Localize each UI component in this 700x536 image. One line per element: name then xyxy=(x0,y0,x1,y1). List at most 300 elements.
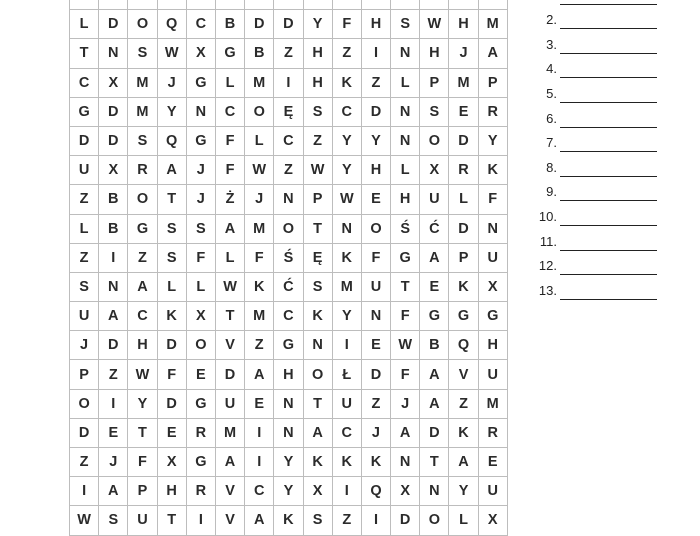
grid-cell: E xyxy=(187,360,216,389)
grid-cell: G xyxy=(70,98,99,127)
grid-cell: K xyxy=(304,448,333,477)
grid-cell: G xyxy=(187,390,216,419)
grid-cell: V xyxy=(216,477,245,506)
grid-cell: M xyxy=(245,215,274,244)
grid-cell: Z xyxy=(70,244,99,273)
grid-cell: O xyxy=(304,360,333,389)
grid-cell: Z xyxy=(245,331,274,360)
grid-cell: M xyxy=(128,98,157,127)
answer-row xyxy=(535,152,665,177)
grid-cell: W xyxy=(158,39,187,68)
grid-cell: Z xyxy=(128,244,157,273)
grid-cell: A xyxy=(449,448,478,477)
grid-cell: Z xyxy=(99,360,128,389)
grid-cell: P xyxy=(128,477,157,506)
grid-cell: H xyxy=(274,360,303,389)
grid-cell: K xyxy=(304,302,333,331)
grid-cell: D xyxy=(99,127,128,156)
grid-cell: N xyxy=(479,215,508,244)
grid-cell: S xyxy=(304,98,333,127)
answer-row xyxy=(535,177,665,202)
grid-cell: F xyxy=(391,360,420,389)
grid-cell: I xyxy=(362,39,391,68)
grid-cell: A xyxy=(479,39,508,68)
grid-cell: D xyxy=(362,98,391,127)
grid-cell: X xyxy=(187,302,216,331)
grid-cell: G xyxy=(128,215,157,244)
grid-cell: T xyxy=(304,215,333,244)
grid-cell: L xyxy=(449,506,478,535)
grid-cell: L xyxy=(70,215,99,244)
grid-cell: D xyxy=(158,331,187,360)
grid-cell: U xyxy=(333,390,362,419)
answer-blank-line[interactable] xyxy=(560,27,657,29)
grid-cell: I xyxy=(274,69,303,98)
grid-cell: X xyxy=(479,506,508,535)
grid-cell: W xyxy=(304,156,333,185)
grid-cell: R xyxy=(449,156,478,185)
answer-blank-line[interactable] xyxy=(560,224,657,226)
grid-cell: I xyxy=(362,506,391,535)
grid-cell: K xyxy=(274,506,303,535)
grid-cell: T xyxy=(128,419,157,448)
grid-cell: C xyxy=(245,477,274,506)
grid-cell: Y xyxy=(158,98,187,127)
grid-cell: S xyxy=(128,39,157,68)
answer-blank-line[interactable] xyxy=(560,199,657,201)
grid-cell: L xyxy=(187,273,216,302)
grid-cell: B xyxy=(420,331,449,360)
grid-cell: F xyxy=(333,10,362,39)
grid-cell: K xyxy=(449,419,478,448)
grid-cell: E xyxy=(99,419,128,448)
grid-cell: W xyxy=(420,10,449,39)
grid-cell: Y xyxy=(304,10,333,39)
grid-cell: D xyxy=(70,127,99,156)
grid-cell: H xyxy=(362,10,391,39)
grid-cell: K xyxy=(333,69,362,98)
grid-cell: D xyxy=(274,10,303,39)
answer-number: 9. xyxy=(546,184,557,200)
grid-cell: Q xyxy=(158,10,187,39)
answer-list xyxy=(535,0,665,300)
grid-cell: N xyxy=(391,39,420,68)
grid-cell: D xyxy=(70,419,99,448)
grid-cell: F xyxy=(128,448,157,477)
grid-cell xyxy=(128,0,157,10)
grid-cell: S xyxy=(158,244,187,273)
grid-cell: A xyxy=(128,273,157,302)
answer-number: 4. xyxy=(546,61,557,77)
grid-cell: S xyxy=(128,127,157,156)
grid-cell: I xyxy=(333,477,362,506)
grid-cell: D xyxy=(449,127,478,156)
grid-cell: S xyxy=(187,215,216,244)
grid-cell: U xyxy=(128,506,157,535)
grid-cell: L xyxy=(391,69,420,98)
grid-cell: S xyxy=(158,215,187,244)
grid-cell: M xyxy=(216,419,245,448)
grid-cell: E xyxy=(449,98,478,127)
grid-cell: M xyxy=(449,69,478,98)
grid-cell: M xyxy=(245,302,274,331)
grid-cell: G xyxy=(449,302,478,331)
grid-cell: G xyxy=(391,244,420,273)
grid-cell: J xyxy=(158,69,187,98)
grid-cell: O xyxy=(187,331,216,360)
grid-cell: N xyxy=(391,448,420,477)
grid-cell: U xyxy=(70,302,99,331)
grid-cell: L xyxy=(216,69,245,98)
grid-cell: F xyxy=(187,244,216,273)
grid-cell: U xyxy=(479,477,508,506)
grid-cell: J xyxy=(99,448,128,477)
grid-cell: L xyxy=(391,156,420,185)
grid-cell: W xyxy=(245,156,274,185)
grid-cell: F xyxy=(216,127,245,156)
grid-cell: D xyxy=(99,98,128,127)
grid-cell: J xyxy=(449,39,478,68)
answer-number: 2. xyxy=(546,12,557,28)
grid-cell: A xyxy=(420,360,449,389)
answer-number: 10. xyxy=(538,208,557,224)
grid-cell: D xyxy=(362,360,391,389)
grid-cell xyxy=(158,0,187,10)
answer-row xyxy=(535,226,665,251)
grid-cell: Y xyxy=(274,477,303,506)
grid-cell: H xyxy=(420,39,449,68)
grid-cell xyxy=(449,0,478,10)
grid-cell: Ś xyxy=(274,244,303,273)
answer-blank-line[interactable] xyxy=(560,126,657,128)
grid-cell: T xyxy=(158,506,187,535)
grid-cell: I xyxy=(70,477,99,506)
answer-number: 3. xyxy=(546,36,557,52)
grid-cell: K xyxy=(479,156,508,185)
grid-cell: J xyxy=(187,156,216,185)
grid-cell: E xyxy=(420,273,449,302)
grid-cell xyxy=(245,0,274,10)
grid-cell: N xyxy=(304,331,333,360)
grid-cell: B xyxy=(99,185,128,214)
grid-cell: F xyxy=(245,244,274,273)
grid-cell: M xyxy=(479,390,508,419)
grid-cell: O xyxy=(420,127,449,156)
grid-cell: C xyxy=(274,302,303,331)
grid-cell: L xyxy=(245,127,274,156)
grid-cell: B xyxy=(245,39,274,68)
answer-row xyxy=(535,251,665,276)
grid-cell: P xyxy=(304,185,333,214)
answer-row xyxy=(535,275,665,300)
grid-cell: F xyxy=(362,244,391,273)
grid-cell: N xyxy=(391,98,420,127)
grid-cell: O xyxy=(362,215,391,244)
grid-cell: B xyxy=(99,215,128,244)
grid-cell: E xyxy=(245,390,274,419)
answer-blank-line[interactable] xyxy=(560,76,657,78)
grid-cell: U xyxy=(216,390,245,419)
grid-cell: P xyxy=(449,244,478,273)
grid-cell: Z xyxy=(70,448,99,477)
grid-cell: K xyxy=(158,302,187,331)
grid-cell xyxy=(479,0,508,10)
grid-cell: G xyxy=(187,69,216,98)
grid-cell: S xyxy=(304,273,333,302)
grid-cell: Q xyxy=(158,127,187,156)
grid-cell: L xyxy=(70,10,99,39)
grid-cell: S xyxy=(99,506,128,535)
answer-blank-line[interactable] xyxy=(560,52,657,54)
grid-cell: T xyxy=(304,390,333,419)
grid-cell: S xyxy=(420,98,449,127)
grid-cell: D xyxy=(216,360,245,389)
grid-cell: O xyxy=(70,390,99,419)
grid-cell: A xyxy=(304,419,333,448)
grid-cell: M xyxy=(245,69,274,98)
grid-cell: E xyxy=(362,331,391,360)
grid-cell: U xyxy=(479,360,508,389)
grid-cell: I xyxy=(99,390,128,419)
grid-cell: S xyxy=(70,273,99,302)
grid-cell: R xyxy=(187,477,216,506)
grid-cell: A xyxy=(420,244,449,273)
grid-cell: V xyxy=(449,360,478,389)
grid-cell: G xyxy=(479,302,508,331)
grid-cell: Ę xyxy=(274,98,303,127)
grid-cell: H xyxy=(128,331,157,360)
grid-cell: W xyxy=(70,506,99,535)
grid-cell: C xyxy=(333,419,362,448)
grid-cell: N xyxy=(99,39,128,68)
answer-row xyxy=(535,29,665,54)
grid-cell: D xyxy=(99,331,128,360)
grid-cell: H xyxy=(449,10,478,39)
grid-cell: N xyxy=(420,477,449,506)
grid-cell: N xyxy=(274,419,303,448)
grid-cell: T xyxy=(216,302,245,331)
grid-cell: F xyxy=(216,156,245,185)
grid-cell: X xyxy=(479,273,508,302)
grid-cell xyxy=(304,0,333,10)
grid-cell: D xyxy=(420,419,449,448)
answer-number: 12. xyxy=(538,258,557,274)
answer-row xyxy=(535,103,665,128)
grid-cell: J xyxy=(70,331,99,360)
grid-cell: O xyxy=(128,10,157,39)
answer-number: 6. xyxy=(546,110,557,126)
grid-cell: W xyxy=(216,273,245,302)
grid-cell: E xyxy=(479,448,508,477)
grid-cell: N xyxy=(274,390,303,419)
grid-cell: Y xyxy=(128,390,157,419)
grid-cell: Z xyxy=(70,185,99,214)
grid-cell xyxy=(216,0,245,10)
grid-cell: Z xyxy=(362,69,391,98)
grid-cell: R xyxy=(479,98,508,127)
grid-cell: C xyxy=(128,302,157,331)
grid-cell: S xyxy=(391,10,420,39)
grid-cell: E xyxy=(158,419,187,448)
grid-cell: Q xyxy=(449,331,478,360)
grid-cell: D xyxy=(99,10,128,39)
grid-cell: P xyxy=(420,69,449,98)
answer-row xyxy=(535,5,665,30)
answer-blank-line[interactable] xyxy=(560,298,657,300)
grid-cell xyxy=(99,0,128,10)
grid-cell: A xyxy=(420,390,449,419)
grid-cell: T xyxy=(420,448,449,477)
grid-cell: T xyxy=(391,273,420,302)
grid-cell: Z xyxy=(304,127,333,156)
answer-row xyxy=(535,54,665,79)
grid-cell: Z xyxy=(274,156,303,185)
grid-cell: N xyxy=(274,185,303,214)
grid-cell: K xyxy=(333,448,362,477)
grid-cell: A xyxy=(158,156,187,185)
grid-cell: Z xyxy=(333,506,362,535)
grid-cell: E xyxy=(362,185,391,214)
grid-cell: Z xyxy=(362,390,391,419)
grid-cell: P xyxy=(479,69,508,98)
grid-cell: N xyxy=(333,215,362,244)
answer-blank-line[interactable] xyxy=(560,101,657,103)
grid-cell: J xyxy=(362,419,391,448)
answer-blank-line[interactable] xyxy=(560,249,657,251)
grid-cell: Ł xyxy=(333,360,362,389)
grid-cell: F xyxy=(158,360,187,389)
grid-cell: K xyxy=(333,244,362,273)
grid-cell: J xyxy=(245,185,274,214)
grid-cell: A xyxy=(99,302,128,331)
answer-row xyxy=(535,78,665,103)
grid-cell: G xyxy=(274,331,303,360)
grid-cell: N xyxy=(99,273,128,302)
grid-cell: I xyxy=(99,244,128,273)
grid-cell: D xyxy=(245,10,274,39)
grid-cell: D xyxy=(449,215,478,244)
grid-cell xyxy=(420,0,449,10)
grid-cell: F xyxy=(391,302,420,331)
word-search-grid xyxy=(69,0,508,536)
grid-cell: C xyxy=(274,127,303,156)
answer-blank-line[interactable] xyxy=(560,150,657,152)
grid-cell: A xyxy=(391,419,420,448)
grid-cell: G xyxy=(187,127,216,156)
grid-cell: O xyxy=(245,98,274,127)
grid-cell: Y xyxy=(274,448,303,477)
grid-cell: R xyxy=(479,419,508,448)
grid-cell: B xyxy=(216,10,245,39)
grid-cell: Ę xyxy=(304,244,333,273)
grid-cell xyxy=(274,0,303,10)
grid-cell: R xyxy=(187,419,216,448)
answer-number: 8. xyxy=(546,159,557,175)
answer-row xyxy=(535,201,665,226)
answer-number: 13. xyxy=(538,282,557,298)
grid-cell: Z xyxy=(274,39,303,68)
grid-cell: G xyxy=(187,448,216,477)
grid-cell: N xyxy=(362,302,391,331)
grid-cell: U xyxy=(362,273,391,302)
grid-cell: A xyxy=(99,477,128,506)
grid-cell: Y xyxy=(333,127,362,156)
grid-cell: P xyxy=(70,360,99,389)
answer-blank-line[interactable] xyxy=(560,3,657,5)
grid-cell: X xyxy=(158,448,187,477)
grid-cell: J xyxy=(187,185,216,214)
grid-cell: N xyxy=(391,127,420,156)
grid-cell: I xyxy=(333,331,362,360)
grid-cell: Y xyxy=(362,127,391,156)
grid-cell: Ż xyxy=(216,185,245,214)
grid-cell: C xyxy=(333,98,362,127)
grid-cell: H xyxy=(479,331,508,360)
answer-blank-line[interactable] xyxy=(560,175,657,177)
grid-cell: T xyxy=(158,185,187,214)
grid-cell: H xyxy=(391,185,420,214)
grid-cell: C xyxy=(70,69,99,98)
grid-cell xyxy=(333,0,362,10)
grid-cell: S xyxy=(304,506,333,535)
grid-cell: X xyxy=(391,477,420,506)
grid-cell: G xyxy=(420,302,449,331)
grid-cell: W xyxy=(391,331,420,360)
grid-cell: V xyxy=(216,506,245,535)
grid-cell: J xyxy=(391,390,420,419)
grid-cell xyxy=(187,0,216,10)
grid-cell: L xyxy=(158,273,187,302)
grid-cell: F xyxy=(479,185,508,214)
answer-blank-line[interactable] xyxy=(560,273,657,275)
grid-cell: H xyxy=(158,477,187,506)
grid-cell: Q xyxy=(362,477,391,506)
grid-cell: X xyxy=(99,69,128,98)
grid-cell: L xyxy=(449,185,478,214)
grid-cell: G xyxy=(216,39,245,68)
grid-cell: K xyxy=(362,448,391,477)
grid-cell: A xyxy=(245,506,274,535)
grid-cell: U xyxy=(479,244,508,273)
grid-cell: K xyxy=(245,273,274,302)
grid-cell: Ć xyxy=(274,273,303,302)
grid-cell: H xyxy=(362,156,391,185)
answer-number: 11. xyxy=(539,233,557,249)
grid-cell: Z xyxy=(449,390,478,419)
grid-cell xyxy=(362,0,391,10)
grid-cell: Z xyxy=(333,39,362,68)
grid-cell: X xyxy=(187,39,216,68)
grid-cell: U xyxy=(70,156,99,185)
grid-cell: X xyxy=(420,156,449,185)
grid-cell: R xyxy=(128,156,157,185)
grid-cell: Y xyxy=(333,302,362,331)
grid-cell xyxy=(391,0,420,10)
grid-cell: L xyxy=(216,244,245,273)
answer-number: 7. xyxy=(546,135,557,151)
grid-cell: M xyxy=(128,69,157,98)
grid-cell: K xyxy=(449,273,478,302)
grid-cell: Y xyxy=(479,127,508,156)
grid-cell: I xyxy=(187,506,216,535)
grid-cell: V xyxy=(216,331,245,360)
grid-cell: D xyxy=(391,506,420,535)
grid-cell: A xyxy=(216,215,245,244)
grid-cell: H xyxy=(304,69,333,98)
grid-cell: I xyxy=(245,419,274,448)
grid-cell: Ć xyxy=(420,215,449,244)
grid-cell: Y xyxy=(333,156,362,185)
